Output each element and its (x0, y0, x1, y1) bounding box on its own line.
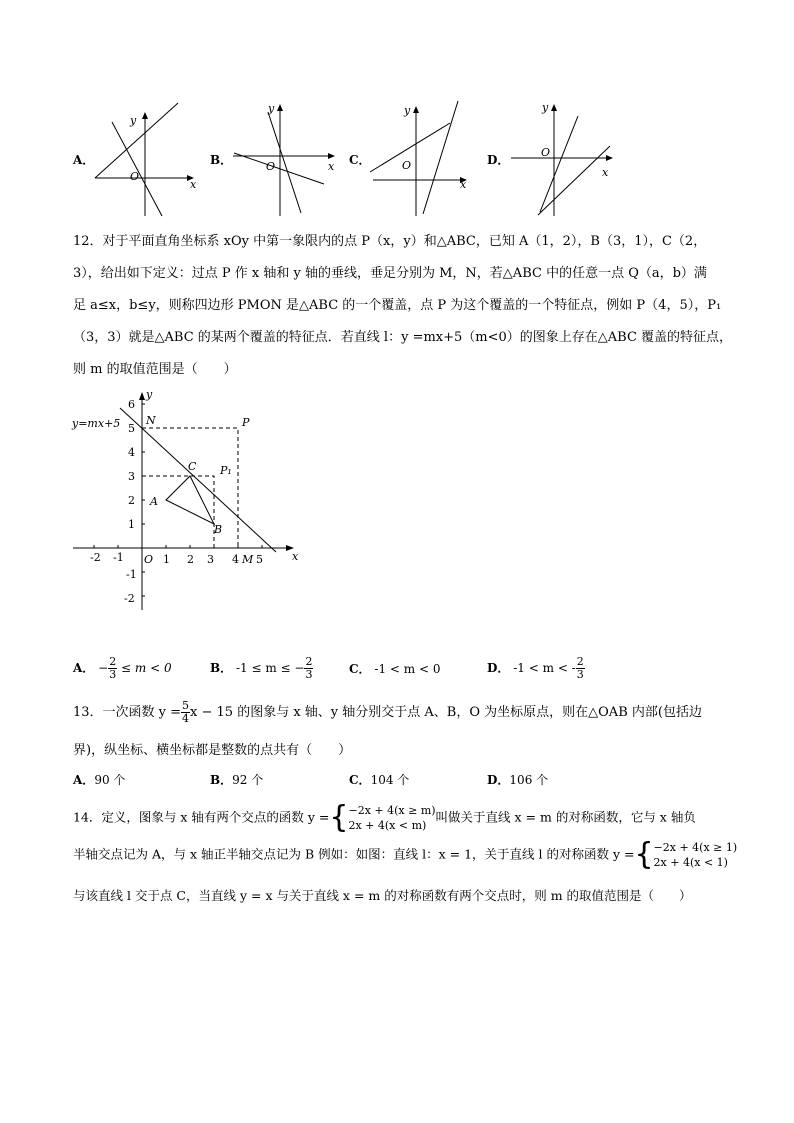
x-tick: 5 (256, 553, 263, 566)
q14-line3: 与该直线 l 交于点 C，当直线 y = x 与关于直线 x = m 的对称函数有两个交点时，则 m 的取值范围是（ ） (73, 888, 692, 903)
point-n: N (146, 414, 156, 427)
axis-x-label: x (460, 178, 467, 191)
axis-y-label: y (130, 114, 137, 127)
origin-label: O (266, 160, 276, 173)
x-tick: -2 (90, 551, 101, 564)
q12-figure (70, 388, 310, 613)
q14-line1: 14．定义，图象与 x 轴有两个交点的函数 y ={ −2x + 4(x ≥ m) 2x + 4(x < m) 叫做关于直线 x = m 的对称函数，它与 x 轴负 (73, 800, 696, 835)
q12-option-b[interactable]: B． -1 ≤ m ≤ − $\frac{2}{3}$ (210, 655, 313, 681)
point-m: M (242, 553, 254, 566)
y-tick: 1 (128, 518, 135, 531)
q14-line2: 半轴交点记为 A，与 x 轴正半轴交点记为 B 例如：如图：直线 l：x = 1，关于直线 l 的对称函数 y ={ −2x + 4(x ≥ 1) 2x + 4(x < 1) (73, 837, 738, 872)
point-a: A (150, 495, 158, 508)
q13-option-b[interactable]: B．92 个 (210, 773, 264, 787)
graph-option-d (506, 98, 616, 218)
q13-line1: 13．一次函数 y = $\frac{5}{4}$ x − 15 的图象与 x 轴、y 轴分别交于点 A、B，O 为坐标原点，则在△OAB 内部(包括边 (73, 699, 702, 725)
rect-p1 (142, 476, 214, 548)
rect-p (142, 428, 238, 548)
y-tick: 6 (128, 398, 135, 411)
axis-x-label: x (602, 166, 609, 179)
q12-option-a[interactable]: A． − $\frac{2}{3}$ ≤ m < 0 (73, 655, 172, 681)
x-tick: 2 (187, 553, 194, 566)
origin-label: O (402, 159, 412, 172)
q13-option-a[interactable]: A．90 个 (73, 773, 126, 787)
q13-option-d[interactable]: D．106 个 (487, 773, 549, 787)
option-b-label[interactable]: B． (210, 153, 233, 167)
y-tick: -1 (126, 568, 137, 581)
line-label: y=mx+5 (72, 417, 121, 430)
axis-y-label: y (146, 388, 153, 401)
q12-option-c[interactable]: C． -1 < m < 0 (349, 662, 441, 676)
axis-x-label: x (190, 178, 197, 191)
graph-option-c (368, 98, 478, 218)
x-tick: -1 (113, 551, 124, 564)
q12-line1: 12．对于平面直角坐标系 xOy 中第一象限内的点 P（x，y）和△ABC，已知 A（1，2），B（3，1），C（2， (73, 234, 707, 249)
axis-x-label: x (328, 160, 335, 173)
axis-y-label: y (268, 102, 275, 115)
triangle-abc (166, 476, 214, 524)
point-p1: P₁ (220, 464, 232, 477)
origin-label: O (541, 146, 551, 159)
option-d-label[interactable]: D． (487, 153, 510, 167)
x-tick: 3 (207, 553, 214, 566)
q12-line5: 则 m 的取值范围是（ ） (73, 362, 237, 377)
origin-label: O (144, 553, 154, 566)
q12-line3: 足 a≤x，b≤y，则称四边形 PMON 是△ABC 的一个覆盖，点 P 为这个覆盖的一个特征点，例如 P（4，5），P₁ (73, 298, 722, 313)
origin-label: O (130, 170, 140, 183)
axis-y-label: y (542, 101, 549, 114)
x-tick: 4 (232, 553, 239, 566)
option-c-label[interactable]: C． (349, 153, 371, 167)
y-tick: 2 (128, 494, 135, 507)
q13-line2: 界)，纵坐标、横坐标都是整数的点共有（ ） (73, 743, 352, 758)
point-c: C (188, 460, 197, 473)
option-a-label[interactable]: A． (73, 153, 95, 167)
point-b: B (214, 523, 223, 536)
q12-line2: 3），给出如下定义：过点 P 作 x 轴和 y 轴的垂线，垂足分别为 M，N，若△ABC 中的任意一点 Q（a，b）满 (73, 266, 707, 281)
point-p: P (242, 416, 250, 429)
axis-x-label: x (292, 550, 299, 563)
x-tick: 1 (163, 553, 170, 566)
y-tick: 3 (128, 470, 135, 483)
q13-option-c[interactable]: C．104 个 (349, 773, 410, 787)
axis-y-label: y (404, 104, 411, 117)
q12-line4: （3，3）就是△ABC 的某两个覆盖的特征点．若直线 l：y =mx+5（m<0）的图象上存在△ABC 覆盖的特征点， (73, 330, 733, 345)
graph-option-b (228, 98, 338, 218)
y-tick: -2 (124, 592, 135, 605)
line-l (120, 408, 276, 552)
y-tick: 5 (128, 422, 135, 435)
graph-option-a (90, 98, 197, 218)
y-tick: 4 (128, 446, 135, 459)
q12-option-d[interactable]: D． -1 < m < - $\frac{2}{3}$ (487, 655, 584, 681)
